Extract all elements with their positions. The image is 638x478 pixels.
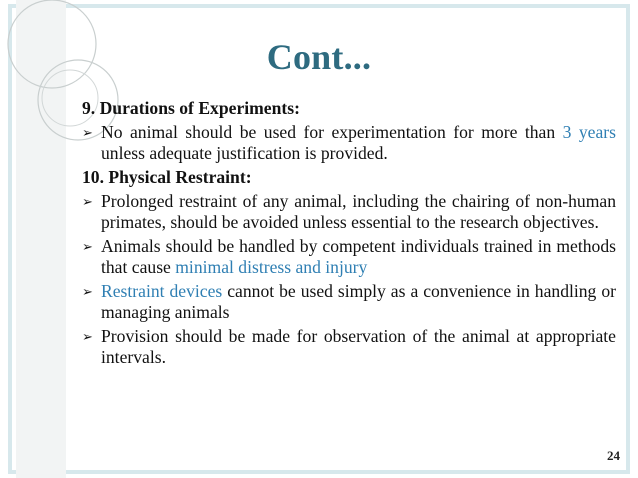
bullet-item — [82, 281, 616, 323]
arrow-bullet-icon: ➢ — [82, 284, 93, 299]
bullet-item — [82, 326, 616, 368]
arrow-bullet-icon: ➢ — [82, 194, 93, 209]
bullet-text: Prolonged restraint of any animal, including the chairing of non-human primates, should be avoided unless essential to the research objectives. — [101, 191, 616, 232]
bullet-text: Provision should be made for observation of the animal at appropriate intervals. — [101, 326, 616, 367]
bullet-text: No animal should be used for experimentation for more than — [101, 122, 563, 142]
section-heading: 10. Physical Restraint: — [82, 167, 252, 187]
slide-content — [82, 98, 616, 371]
arrow-bullet-icon: ➢ — [82, 329, 93, 344]
highlighted-text: minimal distress and injury — [175, 257, 368, 277]
arrow-bullet-icon: ➢ — [82, 125, 93, 140]
bullet-text: unless adequate justification is provided. — [101, 143, 388, 163]
bullet-text: cannot be used simply as a convenience in handling or managing animals — [101, 281, 616, 322]
arrow-bullet-icon: ➢ — [82, 239, 93, 254]
highlighted-text: Restraint devices — [101, 281, 223, 301]
page-number: 24 — [607, 448, 620, 463]
bullet-item — [82, 122, 616, 164]
slide-title: Cont... — [266, 37, 372, 77]
bullet-item — [82, 236, 616, 278]
bullet-text: Animals should be handled by competent individuals trained in methods that cause — [101, 236, 616, 277]
highlighted-text: 3 years — [562, 122, 616, 142]
bullet-item — [82, 191, 616, 233]
section-heading: 9. Durations of Experiments: — [82, 98, 300, 118]
